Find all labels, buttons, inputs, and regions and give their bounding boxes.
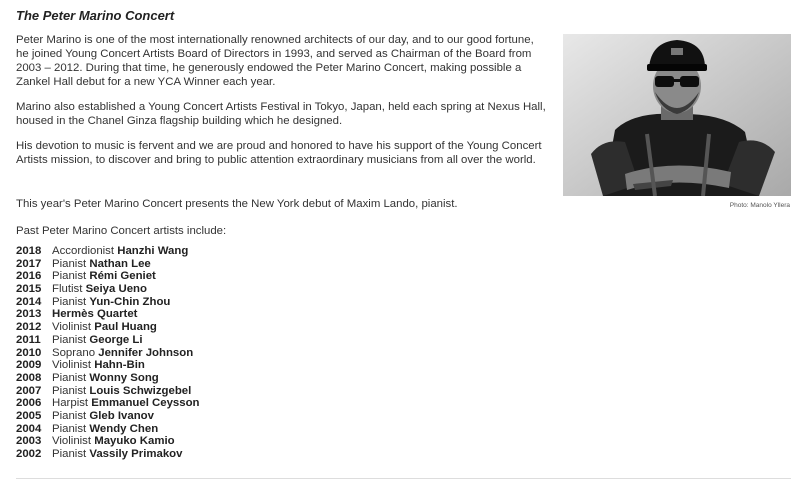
- artist-year: 2018: [16, 245, 42, 257]
- list-item: [16, 423, 200, 436]
- list-item: [16, 245, 200, 258]
- artist-year: 2010: [16, 346, 42, 359]
- portrait-photo: [563, 34, 791, 196]
- artist-name: Louis Schwizgebel: [89, 384, 192, 397]
- artist-instrument: Violinist: [52, 359, 92, 372]
- artist-year: 2003: [16, 435, 42, 448]
- artist-year: 2008: [16, 371, 42, 384]
- artist-instrument: Soprano: [52, 346, 96, 359]
- list-item: [16, 372, 200, 385]
- past-artists-list: [16, 245, 200, 461]
- artist-instrument: Pianist: [52, 409, 87, 422]
- artist-name: Jennifer Johnson: [98, 346, 194, 359]
- artist-name: Emmanuel Ceysson: [91, 397, 200, 410]
- list-item: [16, 308, 200, 321]
- artist-year: 2005: [16, 409, 42, 422]
- artist-name: Hahn-Bin: [94, 359, 145, 372]
- artist-instrument: Accordionist: [52, 245, 115, 257]
- artist-year: 2016: [16, 270, 42, 283]
- artist-year: 2017: [16, 257, 42, 270]
- list-item: [16, 283, 200, 296]
- artist-instrument: Pianist: [52, 384, 87, 397]
- list-item: [16, 385, 200, 398]
- artist-instrument: Harpist: [52, 397, 89, 410]
- artist-year: 2014: [16, 295, 42, 308]
- list-item: [16, 448, 200, 461]
- artist-name: Rémi Geniet: [89, 270, 156, 283]
- intro-paragraph: Marino also established a Young Concert Artists Festival in Tokyo, Japan, held each spring at Nexus Hall, housed in the Chanel Ginza flagship building which he designed.: [16, 101, 546, 127]
- divider: [16, 478, 791, 479]
- this-year-text: This year's Peter Marino Concert presents the New York debut of Maxim Lando, pianist.: [16, 198, 458, 210]
- list-item: [16, 397, 200, 410]
- artist-year: 2013: [16, 308, 42, 321]
- page-title: The Peter Marino Concert: [16, 8, 175, 23]
- artist-name: Wendy Chen: [89, 422, 159, 435]
- artist-year: 2002: [16, 448, 42, 460]
- artist-name: Mayuko Kamio: [94, 435, 175, 448]
- artist-name: Seiya Ueno: [85, 283, 147, 296]
- artist-instrument: Violinist: [52, 321, 92, 334]
- intro-text: [16, 33, 548, 178]
- list-item: [16, 359, 200, 372]
- list-item: [16, 270, 200, 283]
- artist-name: Nathan Lee: [89, 257, 151, 270]
- artist-name: Wonny Song: [89, 371, 159, 384]
- artist-year: 2015: [16, 283, 42, 296]
- concert-info: [16, 197, 716, 251]
- artist-instrument: Pianist: [52, 422, 87, 435]
- artist-name: Vassily Primakov: [89, 448, 183, 460]
- artist-year: 2007: [16, 384, 42, 397]
- artist-instrument: Pianist: [52, 295, 87, 308]
- artist-instrument: Violinist: [52, 435, 92, 448]
- artist-year: 2011: [16, 333, 41, 346]
- intro-paragraph: His devotion to music is fervent and we are proud and honored to have his support of the Young Concert Artists mission, to discover and bring to public attention extraordinary musicians from all over the world.: [16, 140, 542, 166]
- intro-paragraph: Peter Marino is one of the most internationally renowned architects of our day, and to our good fortune, he joined Young Concert Artists Board of Directors in 1993, and served as Chairman of the Board from 2003 – 2012. During that time, he generously endowed the Peter Marino Concert, making possible a Zankel Hall debut for a new YCA Winner each year.: [16, 34, 534, 88]
- list-item: [16, 296, 200, 309]
- list-item: [16, 321, 200, 334]
- list-item: [16, 410, 200, 423]
- artist-year: 2006: [16, 397, 42, 410]
- artist-instrument: Pianist: [52, 257, 87, 270]
- artist-name: Yun-Chin Zhou: [89, 295, 171, 308]
- list-item: [16, 435, 200, 448]
- artist-year: 2004: [16, 422, 42, 435]
- list-item: [16, 258, 200, 271]
- artist-year: 2012: [16, 321, 42, 334]
- artist-name: Gleb Ivanov: [89, 409, 154, 422]
- list-item: [16, 347, 200, 360]
- photo-credit: Photo: Manolo Yllera: [729, 202, 790, 209]
- artist-instrument: Pianist: [52, 270, 87, 283]
- artist-instrument: Pianist: [52, 371, 87, 384]
- artist-name: George Li: [89, 333, 143, 346]
- list-item: [16, 334, 200, 347]
- artist-instrument: Pianist: [52, 333, 87, 346]
- artist-name: Hermès Quartet: [52, 308, 138, 321]
- artist-year: 2009: [16, 359, 42, 372]
- artist-name: Hanzhi Wang: [117, 245, 189, 257]
- past-artists-heading: Past Peter Marino Concert artists include:: [16, 225, 227, 237]
- artist-name: Paul Huang: [94, 321, 157, 334]
- artist-instrument: Flutist: [52, 283, 83, 296]
- artist-instrument: Pianist: [52, 448, 87, 460]
